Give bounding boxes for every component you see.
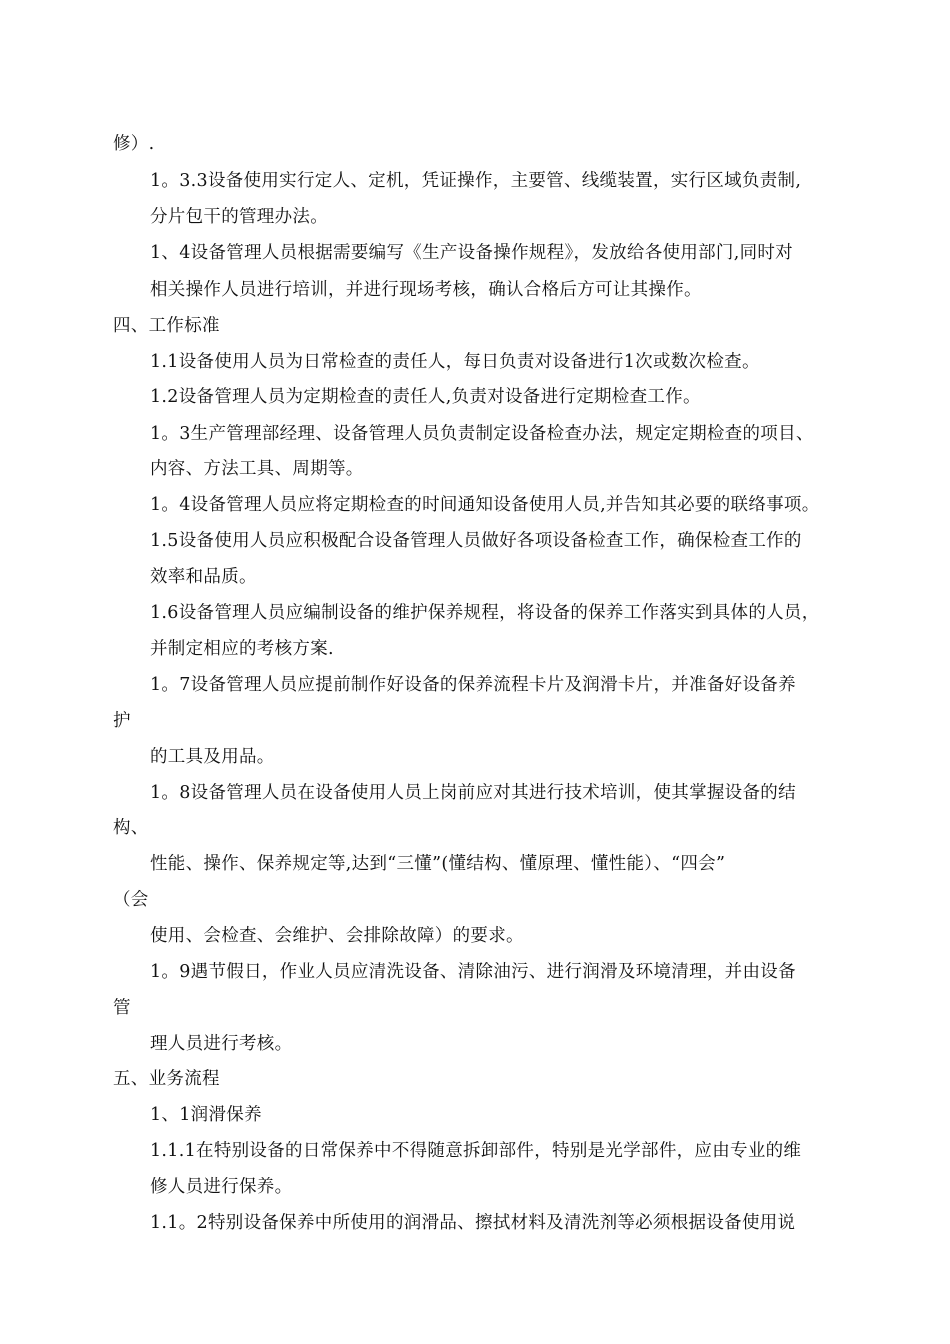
text-line: 并制定相应的考核方案. (150, 639, 334, 659)
text-line: 1.1设备使用人员为日常检查的责任人，每日负责对设备进行1次或数次检查。 (150, 352, 760, 372)
text-line: 构、 (113, 818, 149, 838)
text-line: 效率和品质。 (150, 567, 257, 587)
text-line: 1.1.1在特别设备的日常保养中不得随意拆卸部件，特别是光学部件，应由专业的维 (150, 1141, 802, 1161)
text-line: 1。9遇节假日，作业人员应清洗设备、清除油污、进行润滑及环境清理，并由设备 (150, 962, 796, 982)
text-line: 1.1。2特别设备保养中所使用的润滑品、擦拭材料及清洗剂等必须根据设备使用说 (150, 1213, 796, 1233)
text-line: 1。4设备管理人员应将定期检查的时间通知设备使用人员,并告知其必要的联络事项。 (150, 495, 820, 515)
text-line: 1、4设备管理人员根据需要编写《生产设备操作规程》，发放给各使用部门,同时对 (150, 243, 793, 263)
text-line: 的工具及用品。 (150, 747, 275, 767)
text-line: 相关操作人员进行培训，并进行现场考核，确认合格后方可让其操作。 (150, 280, 702, 300)
text-line: 分片包干的管理办法。 (150, 207, 328, 227)
section-heading: 五、业务流程 (113, 1069, 220, 1089)
text-line: 性能、操作、保养规定等,达到“三懂”(懂结构、懂原理、懂性能）、“四会” (150, 854, 726, 874)
text-line: 1.2设备管理人员为定期检查的责任人,负责对设备进行定期检查工作。 (150, 387, 701, 407)
text-line: 修人员进行保养。 (150, 1177, 293, 1197)
text-line: 理人员进行考核。 (150, 1034, 293, 1054)
section-heading: 四、工作标准 (113, 316, 220, 336)
text-line: 1。8设备管理人员在设备使用人员上岗前应对其进行技术培训，使其掌握设备的结 (150, 783, 796, 803)
text-line: 护 (113, 711, 131, 731)
text-line: 修）. (113, 134, 155, 154)
text-line: 1.6设备管理人员应编制设备的维护保养规程，将设备的保养工作落实到具体的人员， (150, 603, 820, 623)
text-line: （会 (113, 890, 149, 910)
text-line: 管 (113, 998, 131, 1018)
text-line: 1。7设备管理人员应提前制作好设备的保养流程卡片及润滑卡片，并准备好设备养 (150, 675, 796, 695)
text-line: 1。3生产管理部经理、设备管理人员负责制定设备检查办法，规定定期检查的项目、 (150, 424, 814, 444)
text-line: 内容、方法工具、周期等。 (150, 459, 364, 479)
text-line: 使用、会检查、会维护、会排除故障）的要求。 (150, 926, 524, 946)
subsection-heading: 1、1润滑保养 (150, 1105, 262, 1125)
text-line: 1。3.3设备使用实行定人、定机，凭证操作，主要管、线缆装置，实行区域负责制, (150, 171, 802, 191)
text-line: 1.5设备使用人员应积极配合设备管理人员做好各项设备检查工作，确保检查工作的 (150, 531, 802, 551)
